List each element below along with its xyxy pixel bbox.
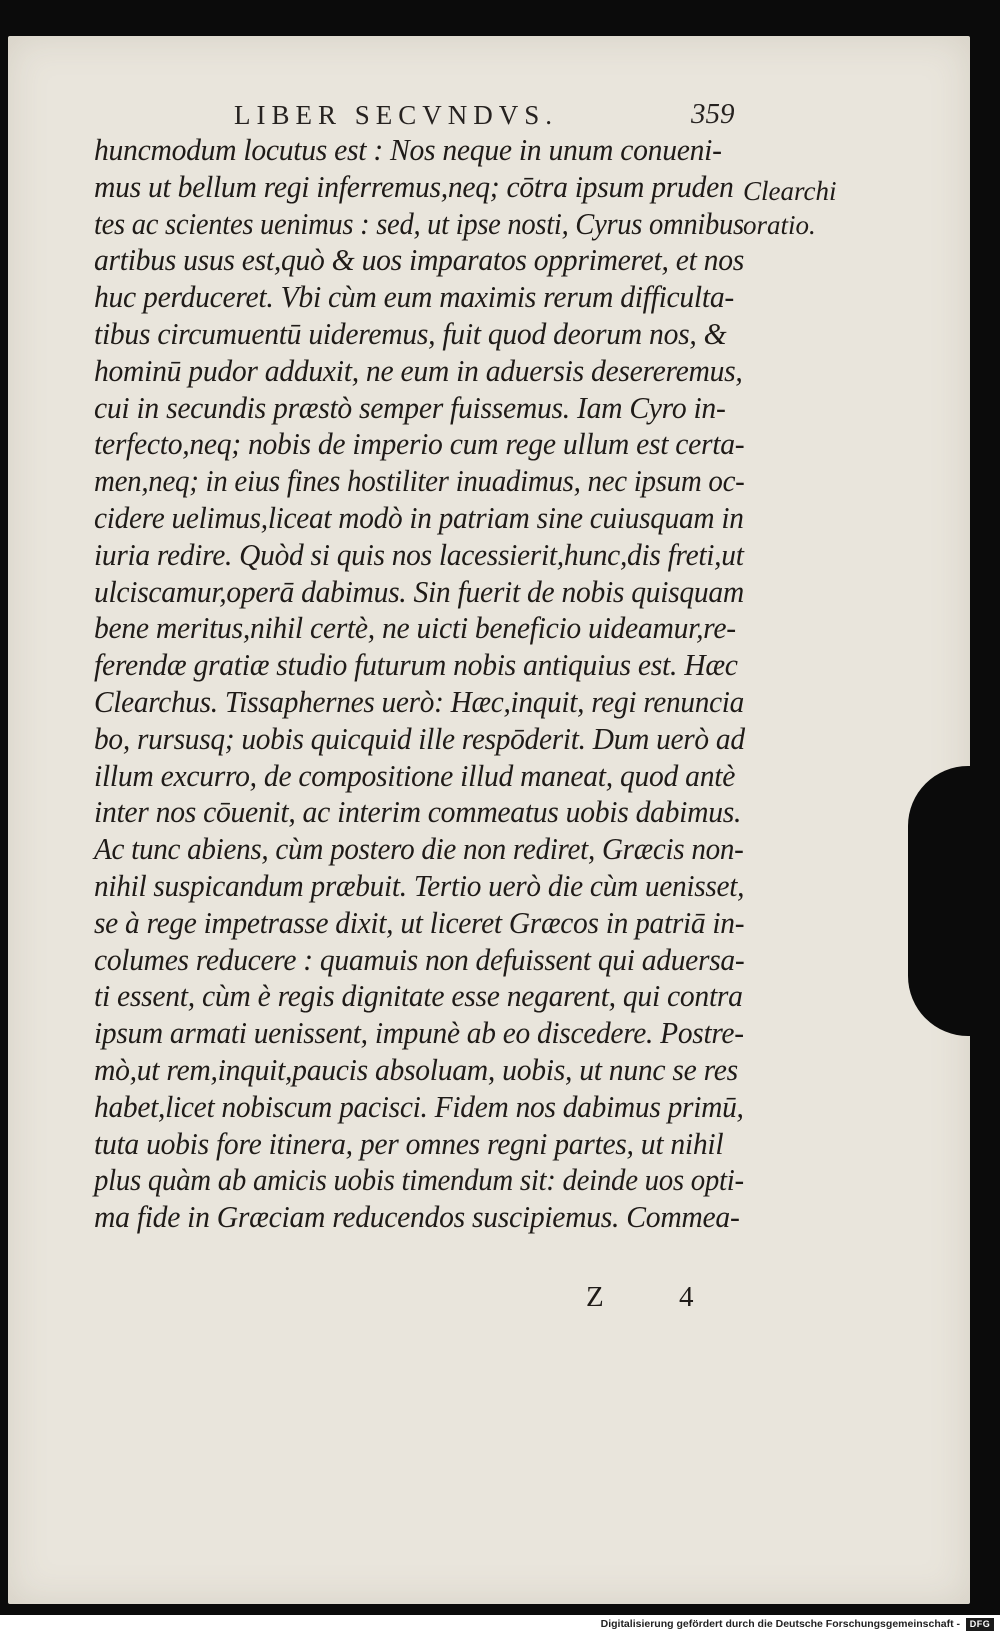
text-line: tibus circumuentū uideremus, fuit quod deorum nos, & xyxy=(94,315,727,351)
text-line: artibus usus est,quò & uos imparatos opprimeret, et nos xyxy=(94,242,744,278)
text-line: mus ut bellum regi inferremus,neq; cōtra ipsum pruden xyxy=(94,168,734,204)
thumb-notch xyxy=(908,766,978,1036)
text-line: inter nos cōuenit, ac interim commeatus uobis dabimus. xyxy=(94,794,742,830)
text-line: plus quàm ab amicis uobis timendum sit: deinde uos opti- xyxy=(94,1162,744,1198)
text-line: iuria redire. Quòd si quis nos lacessierit,hunc,dis freti,ut xyxy=(94,536,744,572)
text-line: tes ac scientes uenimus : sed, ut ipse nosti, Cyrus omnibus xyxy=(94,205,744,241)
marginal-note-line: Clearchi xyxy=(743,176,837,206)
text-line: huc perduceret. Vbi cùm eum maximis rerum difficulta- xyxy=(94,279,734,315)
text-line: cidere uelimus,liceat modò in patriam sine cuiusquam in xyxy=(94,499,744,535)
text-line: ferendæ gratiæ studio futurum nobis antiquius est. Hæc xyxy=(94,647,738,683)
running-head xyxy=(8,100,970,130)
text-line: se à rege impetrasse dixit, ut liceret Græcos in patriā in- xyxy=(94,904,745,940)
marginal-note-line: oratio. xyxy=(743,210,816,240)
text-line: Ac tunc abiens, cùm postero die non rediret, Græcis non- xyxy=(94,831,744,867)
body-text xyxy=(94,132,774,1236)
text-line: hominū pudor adduxit, ne eum in aduersis desereremus, xyxy=(94,352,743,388)
text-line: huncmodum locutus est : Nos neque in unum conueni- xyxy=(94,132,722,167)
text-line: illum excurro, de compositione illud maneat, quod antè xyxy=(94,757,736,793)
text-line: bo, rursusq; uobis quicquid ille respōderit. Dum uerò ad xyxy=(94,720,745,756)
text-line: Clearchus. Tissaphernes uerò: Hæc,inquit, regi renuncia xyxy=(94,683,745,719)
marginal-note xyxy=(743,174,837,242)
book-page xyxy=(8,36,970,1604)
text-line: ulciscamur,operā dabimus. Sin fuerit de nobis quisquam xyxy=(94,573,744,609)
text-line: columes reducere : quamuis non defuissent qui aduersa- xyxy=(94,941,745,977)
text-line: ipsum armati uenissent, impunè ab eo discedere. Postre- xyxy=(94,1015,744,1051)
text-line: nihil suspicandum præbuit. Tertio uerò die cùm uenisset, xyxy=(94,867,745,903)
text-line: mò,ut rem,inquit,paucis absoluam, uobis, ut nunc se res xyxy=(94,1051,738,1087)
text-line: men,neq; in eius fines hostiliter inuadimus, nec ipsum oc- xyxy=(94,463,745,499)
footer-credit: Digitalisierung gefördert durch die Deutsche Forschungsgemeinschaft - xyxy=(600,1618,960,1630)
signature-mark: Z 4 xyxy=(586,1281,728,1313)
text-line: terfecto,neq; nobis de imperio cum rege ullum est certa- xyxy=(94,426,745,462)
text-line: habet,licet nobiscum pacisci. Fidem nos dabimus primū, xyxy=(94,1088,744,1124)
text-line: ma fide in Græciam reducendos suscipiemus. Commea- xyxy=(94,1199,740,1235)
footer-bar xyxy=(0,1615,1000,1635)
dfg-logo-icon: DFG xyxy=(966,1618,994,1631)
text-line: tuta uobis fore itinera, per omnes regni partes, ut nihil xyxy=(94,1125,724,1161)
running-head-title: LIBER SECVNDVS. xyxy=(234,100,559,130)
text-line: cui in secundis præstò semper fuissemus. Iam Cyro in- xyxy=(94,389,726,425)
page-number: 359 xyxy=(691,98,735,130)
text-line: bene meritus,nihil certè, ne uicti beneficio uideamur,re- xyxy=(94,610,736,646)
text-line: ti essent, cùm è regis dignitate esse negarent, qui contra xyxy=(94,978,743,1014)
